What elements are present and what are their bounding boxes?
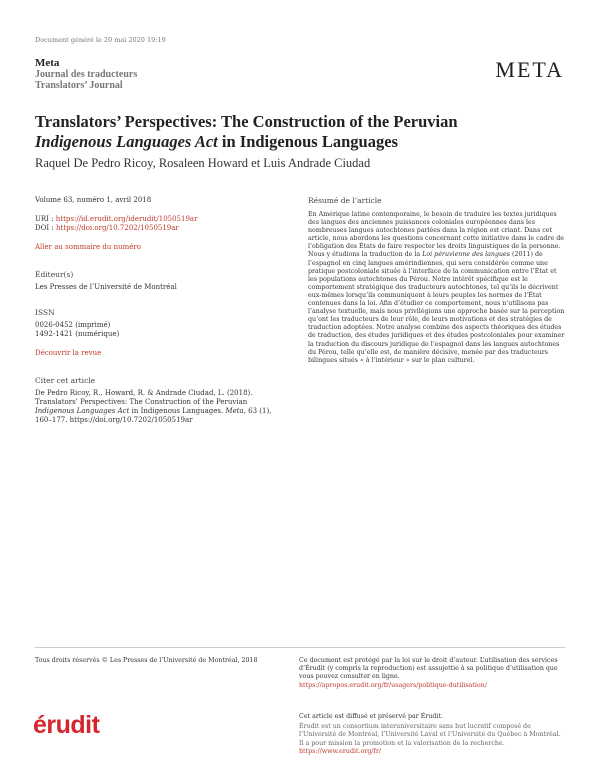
meta-logo	[495, 57, 564, 83]
erudit-info	[299, 713, 561, 756]
abstract-heading: Résumé de l’article	[308, 196, 382, 205]
erudit-description: Érudit est un consortium interuniversitaire sans but lucratif composé de l’Université de Montréal, l’Université Laval et l’Université du Québec à Montréal. Il a pour mission la promotion et la valorisation de la recherche.	[299, 723, 561, 747]
cite-heading: Citer cet article	[35, 376, 96, 385]
doi-line	[35, 224, 285, 233]
citation-italic: Indigenous Languages Act	[35, 407, 130, 415]
copyright-notice	[299, 657, 561, 690]
article-title	[35, 112, 575, 152]
publisher-heading: Éditeur(s)	[35, 270, 74, 279]
summary-link[interactable]: Aller au sommaire du numéro	[35, 243, 141, 251]
issn-print: 0026-0452 (imprimé)	[35, 321, 111, 329]
issn-heading: ISSN	[35, 308, 55, 317]
citation-text	[35, 389, 285, 425]
article-title-rest: in Indigenous Languages	[217, 132, 398, 151]
article-authors: Raquel De Pedro Ricoy, Rosaleen Howard et Luis Andrade Ciudad	[35, 156, 371, 170]
volume: Volume 63, numéro 1, avril 2018	[35, 196, 152, 204]
citation-part: De Pedro Ricoy, R., Howard, R. & Andrade Ciudad, L. (2018). Translators’ Perspectives: The Construction of the Peruvian	[35, 389, 253, 406]
publisher-block	[35, 270, 285, 292]
erudit-logo[interactable]: érudit	[33, 711, 100, 739]
uri-link[interactable]: https://id.erudit.org/iderudit/1050519ar	[55, 215, 198, 223]
discover-block	[35, 349, 285, 358]
volume-block	[35, 196, 285, 205]
article-info	[35, 196, 285, 435]
abstract-part: En Amérique latine contemporaine, le besoin de traduire les textes juridiques des langues des anciennes puissances coloniales européennes dans les nombreuses langues autochtones parlées dans la région est criant. Dans cet article, nous abordons les questions concernant cette initiative dans le cadre de l’obligation des États de faire respecter les droits linguistiques de la personne. Nous y étudions la traduction de la	[308, 211, 564, 259]
abstract-text	[308, 211, 566, 365]
abstract-part: (2011) de l’espagnol en cinq langues amérindiennes, qui sera considérée comme une pratique postcoloniale située à l’interface de la communication entre l’État et les populations autochtones du Pérou. Notre intérêt spécifique est le comportement stratégique des traducteurs autochtones, tel qu’ils le décrivent eux-mêmes lorsqu’ils communiquent à leurs peuples les normes de l’État contenues dans la loi. Afin d’étudier ce comportement, nous n’utilisons pas l’analyse textuelle, mais nous privilégions une approche basée sur la perception qu’ont les traducteurs de leur rôle, de leurs motivations et des stratégies de traduction adoptées. Notre analyse combine des aspects théoriques des études de traduction, des études juridiques et des études postcoloniales pour examiner la traduction du discours juridique de l’espagnol dans les langues autochtones du Pérou, telle qu’elle est, de manière décisive, menée par des traducteurs bilingues situés « à l’intérieur » sur le plan culturel.	[308, 251, 565, 364]
identifiers-block	[35, 215, 285, 233]
publisher-name: Les Presses de l’Université de Montréal	[35, 283, 177, 291]
summary-block	[35, 243, 285, 252]
issn-digital: 1492-1421 (numérique)	[35, 330, 120, 338]
uri-label: URI :	[35, 215, 56, 223]
article-title-italic: Indigenous Languages Act	[35, 132, 218, 151]
generated-date: Document généré le 20 mai 2020 19:19	[35, 36, 166, 44]
erudit-heading: Cet article est diffusé et préservé par Érudit.	[299, 713, 443, 720]
cite-block	[35, 376, 285, 425]
meta-logo-text: META	[495, 57, 564, 82]
journal-header	[35, 58, 137, 91]
citation-part: in Indigenous Languages.	[129, 407, 226, 415]
citation-journal: Meta	[225, 407, 244, 415]
issn-block	[35, 308, 285, 339]
uri-line	[35, 215, 285, 224]
article-title-line1: Translators’ Perspectives: The Construction of the Peruvian	[35, 112, 458, 131]
discover-link[interactable]: Découvrir la revue	[35, 349, 102, 357]
footer-divider	[35, 647, 565, 648]
doi-label: DOI :	[35, 224, 56, 232]
abstract	[308, 196, 566, 365]
citation-part: , 63 (1), 160–177. https://doi.org/10.7202/1050519ar	[35, 407, 272, 424]
copyright-text: Ce document est protégé par la loi sur le droit d’auteur. L’utilisation des services d’Érudit (y compris la reproduction) est assujettie à sa politique d’utilisation que vous pouvez consulter en ligne.	[299, 657, 558, 681]
policy-link[interactable]: https://apropos.erudit.org/fr/usagers/politique-dutilisation/	[299, 681, 487, 689]
journal-title: Meta	[35, 57, 60, 69]
rights-statement: Tous droits réservés © Les Presses de l’Université de Montréal, 2018	[35, 657, 258, 664]
journal-subtitle-fr: Journal des traducteurs	[35, 69, 138, 80]
abstract-italic: Loi péruvienne des langues	[422, 251, 510, 259]
doi-link[interactable]: https://doi.org/10.7202/1050519ar	[55, 224, 179, 232]
erudit-link[interactable]: https://www.erudit.org/fr/	[299, 747, 381, 755]
journal-subtitle-en: Translators’ Journal	[35, 80, 123, 91]
